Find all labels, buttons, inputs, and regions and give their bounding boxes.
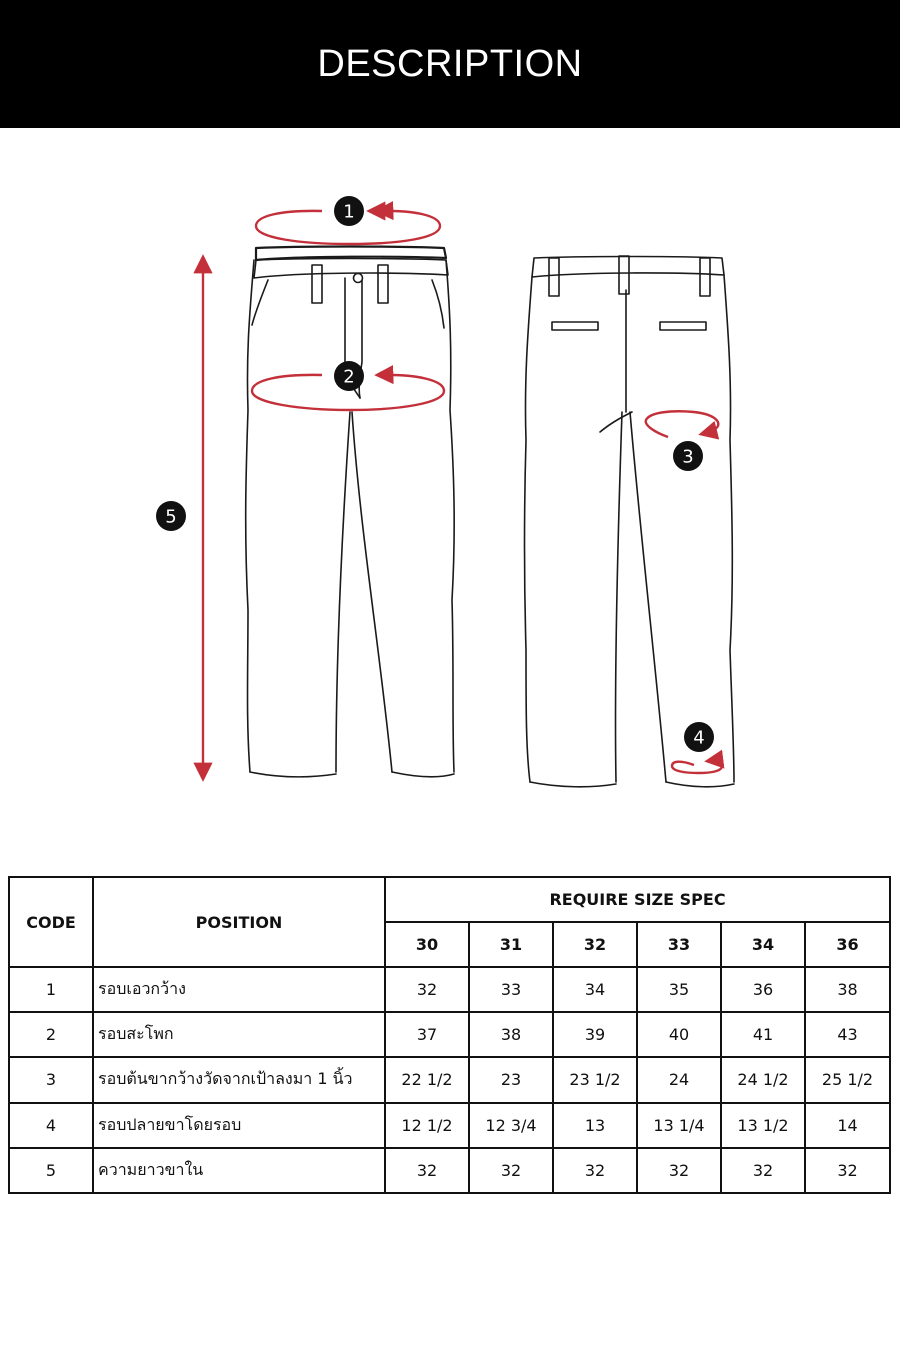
pants-front-view bbox=[246, 247, 454, 777]
svg-text:3: 3 bbox=[682, 446, 694, 468]
row-value: 13 1/4 bbox=[637, 1103, 721, 1148]
row-value: 14 bbox=[805, 1103, 890, 1148]
row-value: 38 bbox=[805, 967, 890, 1012]
row-value: 32 bbox=[805, 1148, 890, 1193]
row-value: 32 bbox=[553, 1148, 637, 1193]
row-value: 23 bbox=[469, 1057, 553, 1102]
row-code: 4 bbox=[9, 1103, 93, 1148]
size-header: 34 bbox=[721, 922, 805, 967]
marker-5 bbox=[156, 501, 186, 531]
row-code: 5 bbox=[9, 1148, 93, 1193]
require-size-spec-header: REQUIRE SIZE SPEC bbox=[385, 877, 890, 922]
svg-text:1: 1 bbox=[343, 201, 355, 223]
size-spec-table bbox=[8, 876, 891, 1194]
position-header: POSITION bbox=[93, 877, 385, 967]
row-value: 41 bbox=[721, 1012, 805, 1057]
row-value: 24 1/2 bbox=[721, 1057, 805, 1102]
size-header: 33 bbox=[637, 922, 721, 967]
row-value: 33 bbox=[469, 967, 553, 1012]
size-header: 30 bbox=[385, 922, 469, 967]
row-position: รอบต้นขากว้างวัดจากเป้าลงมา 1 นิ้ว bbox=[93, 1057, 385, 1102]
row-position: รอบสะโพก bbox=[93, 1012, 385, 1057]
row-value: 22 1/2 bbox=[385, 1057, 469, 1102]
row-value: 13 bbox=[553, 1103, 637, 1148]
size-header: 36 bbox=[805, 922, 890, 967]
row-value: 35 bbox=[637, 967, 721, 1012]
row-code: 1 bbox=[9, 967, 93, 1012]
row-value: 23 1/2 bbox=[553, 1057, 637, 1102]
measurement-arrows bbox=[203, 211, 722, 778]
row-value: 32 bbox=[637, 1148, 721, 1193]
marker-4 bbox=[684, 722, 714, 752]
pants-measurement-diagram bbox=[0, 150, 900, 830]
table-header-row bbox=[9, 877, 890, 922]
marker-2 bbox=[334, 361, 364, 391]
row-value: 32 bbox=[385, 1148, 469, 1193]
code-header: CODE bbox=[9, 877, 93, 967]
marker-3 bbox=[673, 441, 703, 471]
table-row bbox=[9, 1103, 890, 1148]
row-value: 32 bbox=[385, 967, 469, 1012]
row-position: รอบเอวกว้าง bbox=[93, 967, 385, 1012]
table-row bbox=[9, 1148, 890, 1193]
page-title: DESCRIPTION bbox=[317, 42, 583, 85]
header-banner bbox=[0, 0, 900, 128]
row-value: 12 1/2 bbox=[385, 1103, 469, 1148]
row-code: 3 bbox=[9, 1057, 93, 1102]
size-header: 32 bbox=[553, 922, 637, 967]
row-value: 34 bbox=[553, 967, 637, 1012]
table-row bbox=[9, 1012, 890, 1057]
table-row bbox=[9, 1057, 890, 1102]
row-value: 40 bbox=[637, 1012, 721, 1057]
row-value: 13 1/2 bbox=[721, 1103, 805, 1148]
marker-1 bbox=[334, 196, 364, 226]
row-position: ความยาวขาใน bbox=[93, 1148, 385, 1193]
row-position: รอบปลายขาโดยรอบ bbox=[93, 1103, 385, 1148]
svg-text:5: 5 bbox=[165, 506, 177, 528]
svg-text:2: 2 bbox=[343, 366, 355, 388]
row-value: 43 bbox=[805, 1012, 890, 1057]
row-value: 37 bbox=[385, 1012, 469, 1057]
row-value: 38 bbox=[469, 1012, 553, 1057]
table-row bbox=[9, 967, 890, 1012]
pants-back-view bbox=[525, 256, 735, 787]
row-value: 32 bbox=[469, 1148, 553, 1193]
row-value: 24 bbox=[637, 1057, 721, 1102]
row-value: 32 bbox=[721, 1148, 805, 1193]
row-value: 12 3/4 bbox=[469, 1103, 553, 1148]
size-header: 31 bbox=[469, 922, 553, 967]
row-value: 36 bbox=[721, 967, 805, 1012]
row-value: 25 1/2 bbox=[805, 1057, 890, 1102]
svg-text:4: 4 bbox=[693, 727, 705, 749]
row-value: 39 bbox=[553, 1012, 637, 1057]
row-code: 2 bbox=[9, 1012, 93, 1057]
